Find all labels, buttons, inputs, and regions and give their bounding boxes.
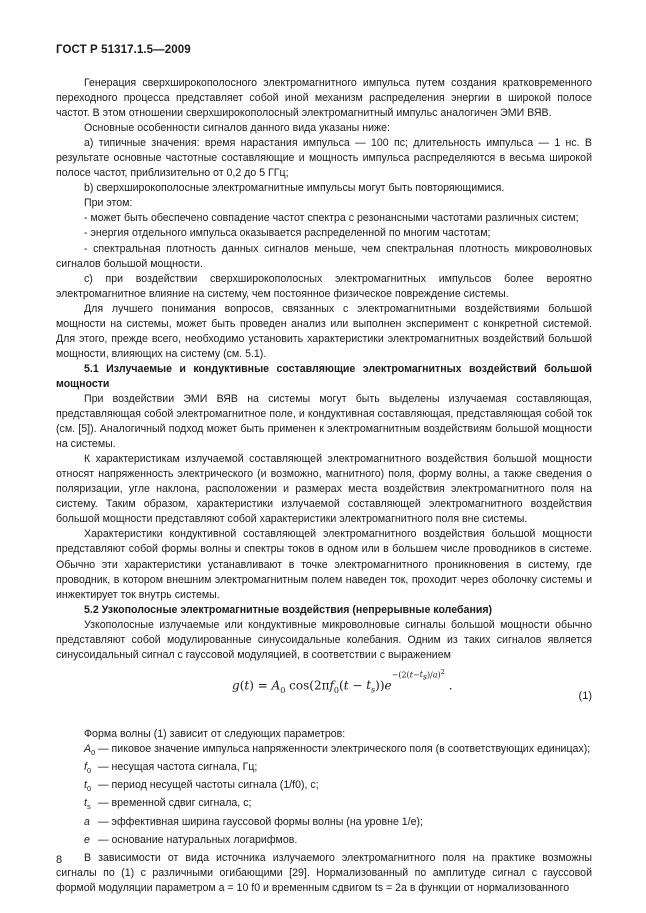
paragraph: В зависимости от вида источника излучаемого электромагнитного поля на практике возможны сигналы по (1) с различными огибающими [29]. Нормализованный по амплитуде сигнал с гауссовой формой модуляции параметром a = 10 f0 и временным сдвигом ts = 2a в функции от нормализованного bbox=[56, 851, 592, 894]
param-row bbox=[56, 796, 592, 814]
param-row bbox=[56, 778, 592, 796]
paragraph: При этом: bbox=[84, 197, 133, 210]
param-symbol: $t_s$ bbox=[84, 797, 91, 812]
paragraph: При воздействии ЭМИ ВЯВ на системы могут быть выделены излучаемая составляющая, представляющая собой электромагнитное поле, и кондуктивная составляющая, представляющая собой ток (см. [5]). Аналогичный подход может быть применен к электромагнитным воздействиям большой мощности на системы. bbox=[56, 392, 592, 451]
param-description: — временной сдвиг сигнала, с; bbox=[98, 797, 252, 810]
param-description: — период несущей частоты сигнала (1/f0), с; bbox=[98, 779, 319, 792]
param-symbol: $t_0$ bbox=[84, 779, 92, 794]
param-symbol: $f_0$ bbox=[84, 761, 92, 776]
paragraph: Основные особенности сигналов данного вида указаны ниже: bbox=[84, 122, 390, 135]
list-item: - может быть обеспечено совпадение частот спектра с резонансными частотами различных систем; bbox=[84, 212, 579, 225]
standard-header: ГОСТ Р 51317.1.5—2009 bbox=[56, 44, 191, 56]
equation-block bbox=[56, 669, 592, 719]
paragraph: К характеристикам излучаемой составляющей электромагнитного воздействия большой мощности относят напряженность электрического (и возможно, магнитного) поля, форму волны, а также сведения о поляризации, угле наклона, расположении и размерах места воздействия электромагнитного поля на систему. Таким образом, характеристики излучаемой составляющей электромагнитного воздействия большой мощности представляют собой характеристики электромагнитного поля вне системы. bbox=[56, 453, 592, 526]
paragraph: Узкополосные излучаемые или кондуктивные микроволновые сигналы большой мощности обычно представляют собой модулированные синусоидальные колебания. Одним из таких сигналов является синусоидальный сигнал с гауссовой модуляцией, в соответствии с выражением bbox=[56, 618, 592, 661]
list-item: - энергия отдельного импульса оказывается распределенной по многим частотам; bbox=[84, 227, 491, 240]
param-symbol: e bbox=[84, 833, 90, 846]
paragraph: b) сверхширокополосные электромагнитные импульсы могут быть повторяющимися. bbox=[84, 182, 505, 195]
param-description: — эффективная ширина гауссовой формы волны (на уровне 1/e); bbox=[98, 815, 423, 828]
param-description: — пиковое значение импульса напряженности электрического поля (в соответствующих единицах); bbox=[98, 742, 591, 755]
param-description: — несущая частота сигнала, Гц; bbox=[98, 761, 258, 774]
param-row bbox=[56, 742, 592, 760]
paragraph: Характеристики кондуктивной составляющей электромагнитного воздействия большой мощности представляют собой формы волны и спектры токов в одном или в большем числе проводников в системе. Обычно эти характеристики устанавливают в точке электромагнитного проникновения в систему, где проводник, в котором внешним электромагнитным полем наведен ток, проходит через оболочку системы и инжектирует ток внутрь системы. bbox=[56, 528, 592, 601]
param-row bbox=[56, 833, 592, 851]
gaussian-equation: $g(t) = A_0$ $\cos(2\pi f_0(t - t_s))e-(2(t-t_s)/a)^2$ . bbox=[232, 667, 453, 695]
param-symbol: $A_0$ bbox=[84, 742, 96, 757]
params-intro: Форма волны (1) зависит от следующих параметров: bbox=[84, 727, 346, 740]
param-description: — основание натуральных логарифмов. bbox=[98, 833, 298, 846]
section-heading-5-2: 5.2 Узкополосные электромагнитные воздействия (непрерывные колебания) bbox=[84, 603, 493, 616]
document-body bbox=[56, 76, 592, 896]
paragraph: Генерация сверхширокополосного электромагнитного импульса путем создания кратковременного переходного процесса представляет собой иной механизм распределения энергии в широкой полосе частот. В этом отношении сверхширокополосный электромагнитный импульс аналогичен ЭМИ ВЯВ. bbox=[56, 77, 592, 120]
list-item: - спектральная плотность данных сигналов меньше, чем спектральная плотность микроволновых сигналов большой мощности. bbox=[56, 242, 592, 270]
paragraph: c) при воздействии сверхширокополосных электромагнитных импульсов более вероятно электромагнитное влияние на систему, чем постоянное физическое повреждение системы. bbox=[56, 272, 592, 300]
param-row bbox=[56, 815, 592, 833]
paragraph: а) типичные значения: время нарастания импульса — 100 пс; длительность импульса — 1 нс. В результате основные частотные составляющие и мощность импульса распределяются в весьма широкой полосе частот, приблизительно от 0,2 до 5 ГГц; bbox=[56, 137, 592, 180]
paragraph: Для лучшего понимания вопросов, связанных с электромагнитными воздействиями большой мощности на системы, может быть проведен анализ или выполнен эксперимент с конкретной системой. Для этого, прежде всего, необходимо установить характеристики электромагнитных воздействий большой мощности, влияющих на систему (см. 5.1). bbox=[56, 302, 592, 360]
param-symbol: a bbox=[84, 815, 90, 828]
page-number: 8 bbox=[56, 854, 63, 866]
param-row bbox=[56, 760, 592, 778]
equation-number: (1) bbox=[578, 689, 592, 702]
section-heading-5-1: 5.1 Излучаемые и кондуктивные составляющие электромагнитных воздействий большой мощности bbox=[56, 362, 592, 390]
